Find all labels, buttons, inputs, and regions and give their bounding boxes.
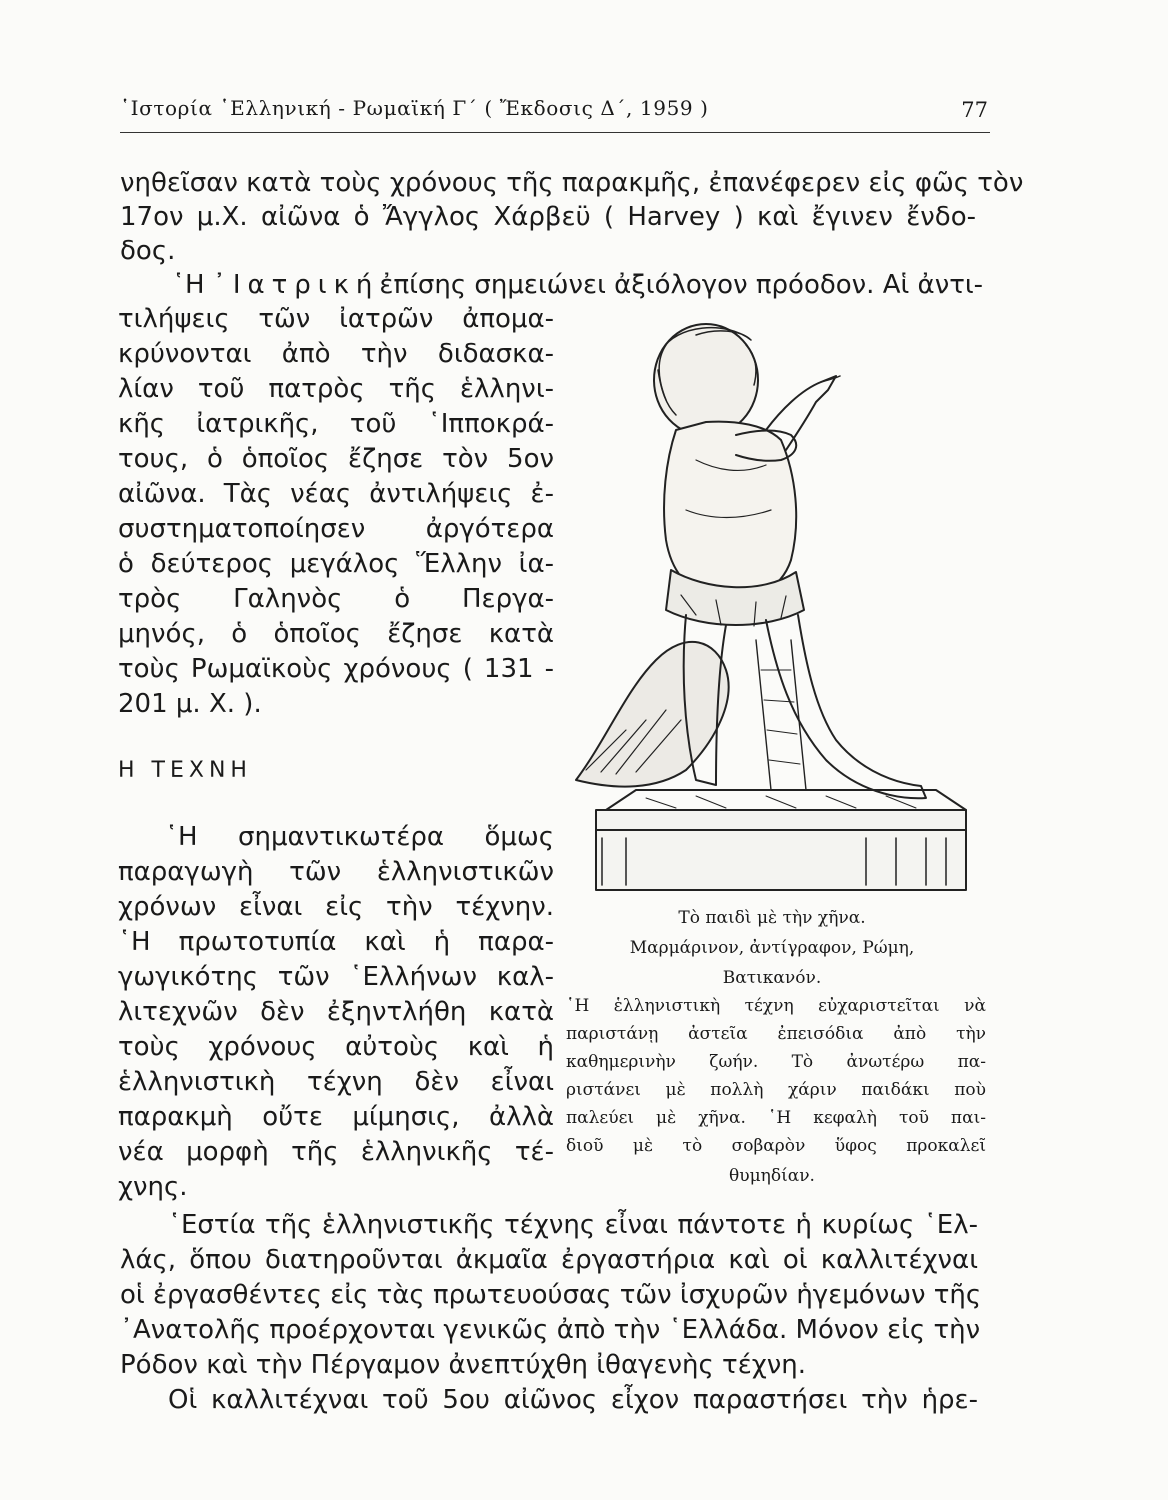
text-line: τοὺς Ρωμαϊκοὺς χρόνους ( 131 - [118, 654, 554, 684]
text-line: λίαν τοῦ πατρὸς τῆς ἑλληνι- [118, 374, 554, 404]
text-fragment: ῾Η [172, 270, 205, 300]
medicine-first-line [172, 270, 984, 300]
text-line: τοὺς χρόνους αὐτοὺς καὶ ἡ [118, 1032, 554, 1062]
section-heading: Η ΤΕΧΝΗ [118, 758, 252, 783]
medicine-term: ᾿Ιατρική [212, 270, 380, 300]
text-line: παραγωγὴ τῶν ἑλληνιστικῶν [118, 857, 554, 887]
caption-line: θυμηδίαν. [729, 1166, 815, 1186]
text-line: αἰῶνα. Τὰς νέας ἀντιλήψεις ἐ- [118, 479, 554, 509]
text-line: ῾Η πρωτοτυπία καὶ ἡ παρα- [118, 927, 554, 957]
text-line: ᾿Ανατολῆς προέρχονται γενικῶς ἀπὸ τὴν ῾Ελλάδα. Μόνον εἰς τὴν [120, 1315, 981, 1345]
text-line: συστηματοποίησεν ἀργότερα [118, 514, 554, 544]
text-line: τους, ὁ ὁποῖος ἔζησε τὸν 5ον [118, 444, 554, 474]
text-line: ὁ δεύτερος μεγάλος Ἕλλην ἰα- [118, 549, 554, 579]
text-line: τρὸς Γαληνὸς ὁ Περγα- [118, 584, 554, 614]
text-line: κῆς ἰατρικῆς, τοῦ ῾Ιπποκρά- [118, 409, 554, 439]
caption-line: διοῦ μὲ τὸ σοβαρὸν ὕφος προκαλεῖ [566, 1136, 986, 1156]
text-line: λιτεχνῶν δὲν ἐξηντλήθη κατὰ [118, 997, 554, 1027]
text-line: ῾Η σημαντικωτέρα ὅμως [165, 822, 554, 852]
text-line: λάς, ὅπου διατηροῦνται ἀκμαῖα ἐργαστήρια καὶ οἱ καλλιτέχναι [120, 1245, 978, 1275]
running-header [120, 94, 990, 133]
text-line: ἑλληνιστικὴ τέχνη δὲν εἶναι [118, 1067, 554, 1097]
caption-line: παλεύει μὲ χῆνα. ῾Η κεφαλὴ τοῦ παι- [566, 1108, 986, 1128]
caption-title-line: Μαρμάρινον, ἀντίγραφον, Ρώμη, [629, 938, 915, 958]
caption-line: ῾Η ἑλληνιστικὴ τέχνη εὐχαριστεῖται νὰ [566, 996, 986, 1016]
page-number: 77 [961, 98, 988, 122]
text-line: μηνός, ὁ ὁποῖος ἔζησε κατὰ [118, 619, 554, 649]
text-line: χνης. [118, 1172, 188, 1202]
text-line: 17ον μ.Χ. αἰῶνα ὁ Ἄγγλος Χάρβεϋ ( Harvey ) καὶ ἔγινεν ἔνδο- [120, 202, 976, 232]
text-line: 201 μ. Χ. ). [118, 689, 262, 719]
text-line: κρύνονται ἀπὸ τὴν διδασκα- [118, 339, 554, 369]
book-title: ῾Ιστορία ῾Ελληνική - Ρωμαϊκή Γ΄ ( Ἔκδοσις Δ΄, 1959 ) [120, 96, 709, 120]
text-line: τιλήψεις τῶν ἰατρῶν ἀπομα- [118, 304, 554, 334]
text-fragment: ἐπίσης σημειώνει ἀξιόλογον πρόοδον. Αἱ ἀντι- [379, 270, 984, 300]
text-line: οἱ ἐργασθέντες εἰς τὰς πρωτευούσας τῶν ἰσχυρῶν ἡγεμόνων τῆς [120, 1280, 982, 1310]
caption-title-line: Τὸ παιδὶ μὲ τὴν χῆνα. [678, 908, 866, 928]
text-line: δος. [120, 236, 176, 266]
caption-line: καθημερινὴν ζωήν. Τὸ ἀνωτέρω πα- [566, 1052, 986, 1072]
text-line: νέα μορφὴ τῆς ἑλληνικῆς τέ- [118, 1137, 554, 1167]
text-line: νηθεῖσαν κατὰ τοὺς χρόνους τῆς παρακμῆς, ἐπανέφερεν εἰς φῶς τὸν [120, 168, 1024, 198]
text-line: χρόνων εἶναι εἰς τὴν τέχνην. [118, 892, 554, 922]
text-line: Ρόδον καὶ τὴν Πέργαμον ἀνεπτύχθη ἰθαγενὴς τέχνη. [120, 1350, 807, 1380]
caption-line: παριστάνῃ ἀστεῖα ἐπεισόδια ἀπὸ τὴν [566, 1024, 986, 1044]
text-line: παρακμὴ οὔτε μίμησις, ἀλλὰ [118, 1102, 554, 1132]
statue-illustration [566, 310, 978, 900]
caption-title-line: Βατικανόν. [722, 968, 822, 988]
text-line: Οἱ καλλιτέχναι τοῦ 5ου αἰῶνος εἶχον παραστήσει τὴν ἡρε- [168, 1385, 978, 1415]
text-line: γωγικότης τῶν ῾Ελλήνων καλ- [118, 962, 554, 992]
text-line: ῾Εστία τῆς ἑλληνιστικῆς τέχνης εἶναι πάντοτε ἡ κυρίως ῾Ελ- [168, 1210, 978, 1240]
caption-line: ριστάνει μὲ πολλὴ χάριν παιδάκι ποὺ [566, 1080, 986, 1100]
